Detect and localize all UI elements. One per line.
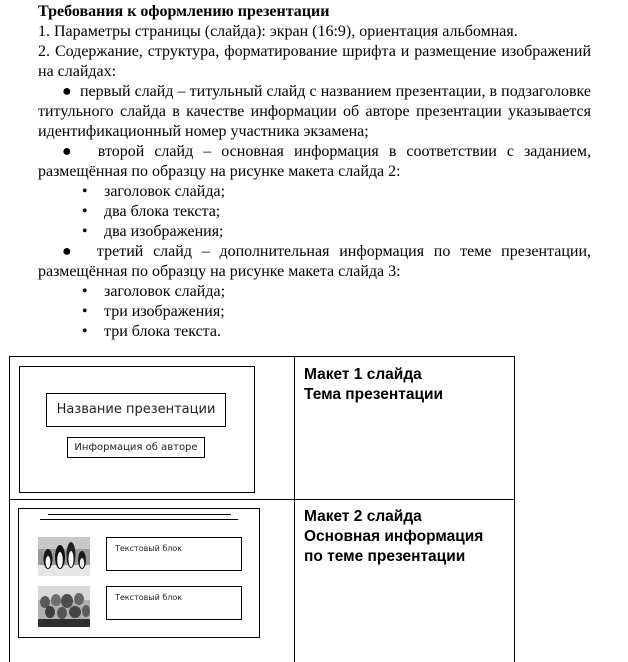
text-block-2: Текстовый блок xyxy=(106,586,242,620)
sub-marker: • xyxy=(82,323,88,340)
image-tulips xyxy=(38,586,90,627)
bullet-1 xyxy=(38,82,591,142)
title-line xyxy=(40,519,238,520)
sub-marker: • xyxy=(82,303,88,320)
slide-1-mockup xyxy=(19,366,255,493)
bullet-text: третий слайд – дополнительная информация по теме презентации, размещённая по образцу на рисунке макета слайда 3: xyxy=(38,243,592,280)
title-box: Название презентации xyxy=(46,393,226,427)
sub-item: • заголовок слайда; xyxy=(82,183,226,200)
bullet-text: второй слайд – основная информация в соответствии с заданием, размещённая по образцу на рисунке макета слайда 2: xyxy=(38,143,592,180)
sub-marker: • xyxy=(82,183,88,200)
layout-table xyxy=(9,356,515,662)
author-box: Информация об авторе xyxy=(67,437,205,458)
sub-item: • три блока текста. xyxy=(82,323,221,340)
title-line xyxy=(48,514,231,515)
row-divider xyxy=(10,499,514,500)
sub-marker: • xyxy=(82,223,88,240)
column-divider xyxy=(294,357,295,662)
sub-marker: • xyxy=(82,203,88,220)
bullet-text: первый слайд – титульный слайд с названием презентации, в подзаголовке титульного слайда в качестве информации об авторе презентации указывается идентификационный номер участника экзамена; xyxy=(38,83,592,140)
item-2: 2. Содержание, структура, форматирование шрифта и размещение изображений на слайдах: xyxy=(38,43,591,80)
sub-item: • два блока текста; xyxy=(82,203,221,220)
text-block-1: Текстовый блок xyxy=(106,537,242,571)
slide-2-mockup xyxy=(18,508,260,638)
sub-item: • три изображения; xyxy=(82,303,225,320)
bullet-marker: ● xyxy=(62,143,78,160)
image-penguins xyxy=(38,537,90,576)
tulips-picture xyxy=(38,586,90,627)
bullet-marker: ● xyxy=(62,83,72,100)
penguins-picture xyxy=(38,537,90,576)
slide-2-caption: Макет 2 слайда Основная информация по теме презентации xyxy=(304,508,484,565)
slide-1-caption: Макет 1 слайда Тема презентации xyxy=(304,366,444,403)
sub-marker: • xyxy=(82,283,88,300)
sub-item: • два изображения; xyxy=(82,223,224,240)
heading: Требования к оформлению презентации xyxy=(38,3,330,20)
requirements-text xyxy=(38,2,591,342)
bullet-marker: ● xyxy=(62,243,78,260)
bullet-3 xyxy=(38,242,591,282)
item-1: 1. Параметры страницы (слайда): экран (16:9), ориентация альбомная. xyxy=(38,23,518,40)
bullet-2 xyxy=(38,142,591,182)
sub-item: • заголовок слайда; xyxy=(82,283,226,300)
